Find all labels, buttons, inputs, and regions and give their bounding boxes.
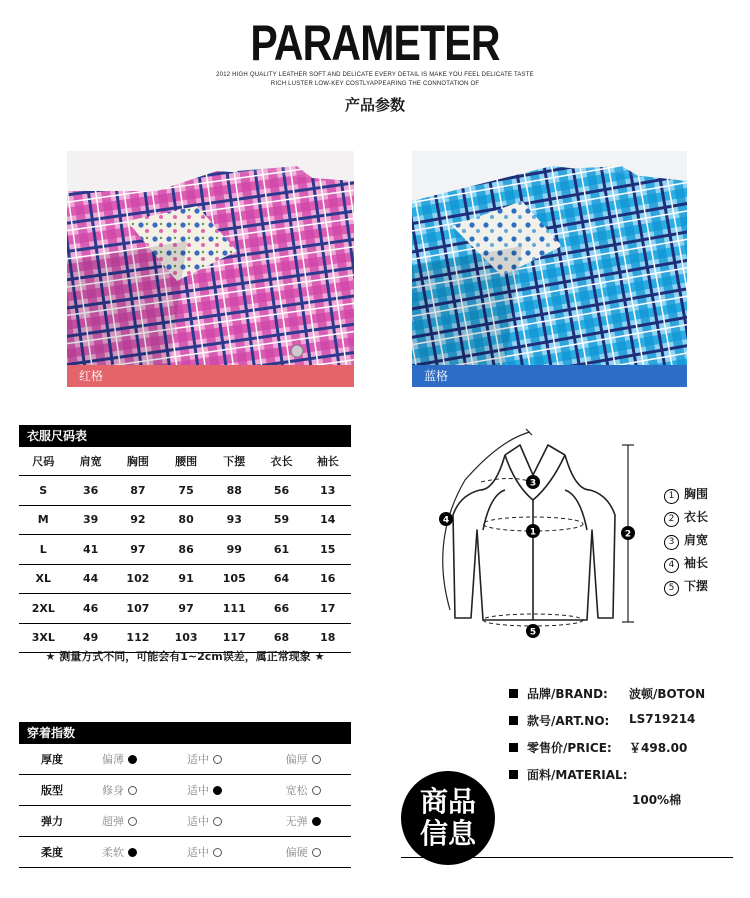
legend-item-hem: 5 下摆	[664, 577, 708, 596]
bullet-square-icon	[509, 743, 518, 752]
table-cell: 87	[114, 476, 162, 506]
option-text: 超弹	[102, 815, 124, 828]
table-cell: M	[19, 505, 68, 535]
table-cell: 49	[68, 623, 114, 653]
table-cell: 64	[258, 564, 304, 594]
option-text: 宽松	[285, 784, 308, 797]
table-row	[19, 505, 351, 535]
table-cell: 91	[162, 564, 210, 594]
table-cell: S	[19, 476, 68, 506]
size-table-header-row	[19, 447, 351, 476]
tagline-line-1: 2012 HIGH QUALITY LEATHER SOFT AND DELICATE EVERY DETAIL IS MAKE YOU FEEL DELICATE TASTE	[216, 72, 534, 78]
wear-label: 弹力	[19, 806, 80, 837]
product-info-badge	[401, 771, 495, 865]
table-cell: 14	[305, 505, 351, 535]
radio-filled-icon	[128, 755, 137, 764]
option-text: 偏硬	[285, 846, 308, 859]
table-cell: 75	[162, 476, 210, 506]
radio-empty-icon	[213, 848, 222, 857]
radio-empty-icon	[213, 817, 222, 826]
option-text: 适中	[187, 784, 210, 797]
table-cell: 13	[305, 476, 351, 506]
option-text: 修身	[102, 784, 124, 797]
radio-empty-icon	[213, 755, 222, 764]
wear-row-thickness	[19, 744, 351, 775]
option-text: 适中	[187, 846, 210, 859]
table-cell: 107	[114, 594, 162, 624]
table-cell: 2XL	[19, 594, 68, 624]
table-cell: 59	[258, 505, 304, 535]
option-text: 适中	[187, 815, 210, 828]
table-cell: 80	[162, 505, 210, 535]
marker-1: 1	[529, 527, 537, 538]
radio-empty-icon	[128, 817, 137, 826]
table-row	[19, 594, 351, 624]
wear-label: 厚度	[19, 744, 80, 775]
badge-line-1: 商品	[419, 785, 476, 818]
table-cell: 39	[68, 505, 114, 535]
badge-line-2: 信息	[419, 817, 476, 850]
radio-filled-icon	[213, 786, 222, 795]
table-cell: 112	[114, 623, 162, 653]
table-cell: 88	[210, 476, 258, 506]
table-cell: 44	[68, 564, 114, 594]
wear-row-fit	[19, 775, 351, 806]
bullet-square-icon	[509, 716, 518, 725]
photo-red-plaid	[67, 151, 354, 387]
table-cell: 18	[305, 623, 351, 653]
table-cell: 56	[258, 476, 304, 506]
shirt-measurement-diagram	[425, 420, 655, 645]
wear-index-table	[19, 744, 351, 868]
legend-item-sleeve: 4 袖长	[664, 554, 708, 573]
table-cell: 46	[68, 594, 114, 624]
table-cell: 86	[162, 535, 210, 565]
table-cell: 117	[210, 623, 258, 653]
table-row	[19, 476, 351, 506]
option-text: 适中	[187, 753, 210, 766]
info-price: 零售价/PRICE: ￥498.00	[509, 739, 729, 755]
legend-item-length: 2 衣长	[664, 508, 708, 527]
table-cell: 68	[258, 623, 304, 653]
photo-label-blue: 蓝格	[412, 365, 687, 387]
wear-row-softness	[19, 837, 351, 868]
option-text: 偏薄	[102, 753, 124, 766]
table-cell: 36	[68, 476, 114, 506]
radio-filled-icon	[128, 848, 137, 857]
marker-4: 4	[442, 515, 450, 526]
option-text: 无弹	[285, 815, 308, 828]
marker-5: 5	[529, 627, 537, 638]
size-table	[19, 447, 351, 653]
table-cell: 93	[210, 505, 258, 535]
wear-label: 版型	[19, 775, 80, 806]
table-cell: 15	[305, 535, 351, 565]
page-title: PARAMETER	[250, 15, 500, 71]
info-material: 面料/MATERIAL:	[509, 766, 729, 782]
bullet-square-icon	[509, 770, 518, 779]
wear-label: 柔度	[19, 837, 80, 868]
radio-empty-icon	[312, 755, 321, 764]
table-cell: 111	[210, 594, 258, 624]
table-cell: 41	[68, 535, 114, 565]
option-text: 偏厚	[285, 753, 308, 766]
table-row	[19, 564, 351, 594]
radio-filled-icon	[312, 817, 321, 826]
table-cell: 103	[162, 623, 210, 653]
col-header: 袖长	[305, 447, 351, 476]
radio-empty-icon	[128, 786, 137, 795]
wear-row-elasticity	[19, 806, 351, 837]
table-cell: 92	[114, 505, 162, 535]
wear-index-title: 穿着指数	[19, 722, 351, 744]
photo-blue-plaid	[412, 151, 687, 387]
table-row	[19, 535, 351, 565]
marker-3: 3	[529, 478, 537, 489]
legend-item-shoulder: 3 肩宽	[664, 531, 708, 550]
table-cell: 97	[114, 535, 162, 565]
red-plaid-shirt-image	[67, 151, 354, 387]
table-cell: 102	[114, 564, 162, 594]
col-header: 胸围	[114, 447, 162, 476]
col-header: 下摆	[210, 447, 258, 476]
size-table-title: 衣服尺码表	[19, 425, 351, 447]
marker-2: 2	[624, 529, 632, 540]
bullet-square-icon	[509, 689, 518, 698]
table-cell: 3XL	[19, 623, 68, 653]
table-cell: 17	[305, 594, 351, 624]
divider	[401, 857, 733, 858]
option-text: 柔软	[102, 846, 124, 859]
radio-empty-icon	[312, 848, 321, 857]
col-header: 衣长	[258, 447, 304, 476]
col-header: 肩宽	[68, 447, 114, 476]
info-art-no: 款号/ART.NO: LS719214	[509, 712, 729, 728]
info-material-value: 100%棉	[632, 793, 682, 807]
table-cell: 61	[258, 535, 304, 565]
table-cell: 16	[305, 564, 351, 594]
radio-empty-icon	[312, 786, 321, 795]
photo-label-red: 红格	[67, 365, 354, 387]
legend-item-chest: 1 胸围	[664, 485, 708, 504]
table-cell: 66	[258, 594, 304, 624]
table-cell: 99	[210, 535, 258, 565]
section-subtitle: 产品参数	[344, 96, 405, 114]
table-cell: L	[19, 535, 68, 565]
tagline-line-2: RICH LUSTER LOW-KEY COSTLYAPPEARING THE CONNOTATION OF	[270, 81, 480, 87]
table-cell: XL	[19, 564, 68, 594]
col-header: 腰围	[162, 447, 210, 476]
blue-plaid-shirt-image	[412, 151, 687, 387]
table-cell: 105	[210, 564, 258, 594]
table-cell: 97	[162, 594, 210, 624]
info-brand: 品牌/BRAND: 波顿/BOTON	[509, 685, 729, 701]
col-header: 尺码	[19, 447, 68, 476]
size-table-note: ★ 测量方式不同，可能会有1~2cm误差，属正常现象 ★	[45, 650, 325, 663]
